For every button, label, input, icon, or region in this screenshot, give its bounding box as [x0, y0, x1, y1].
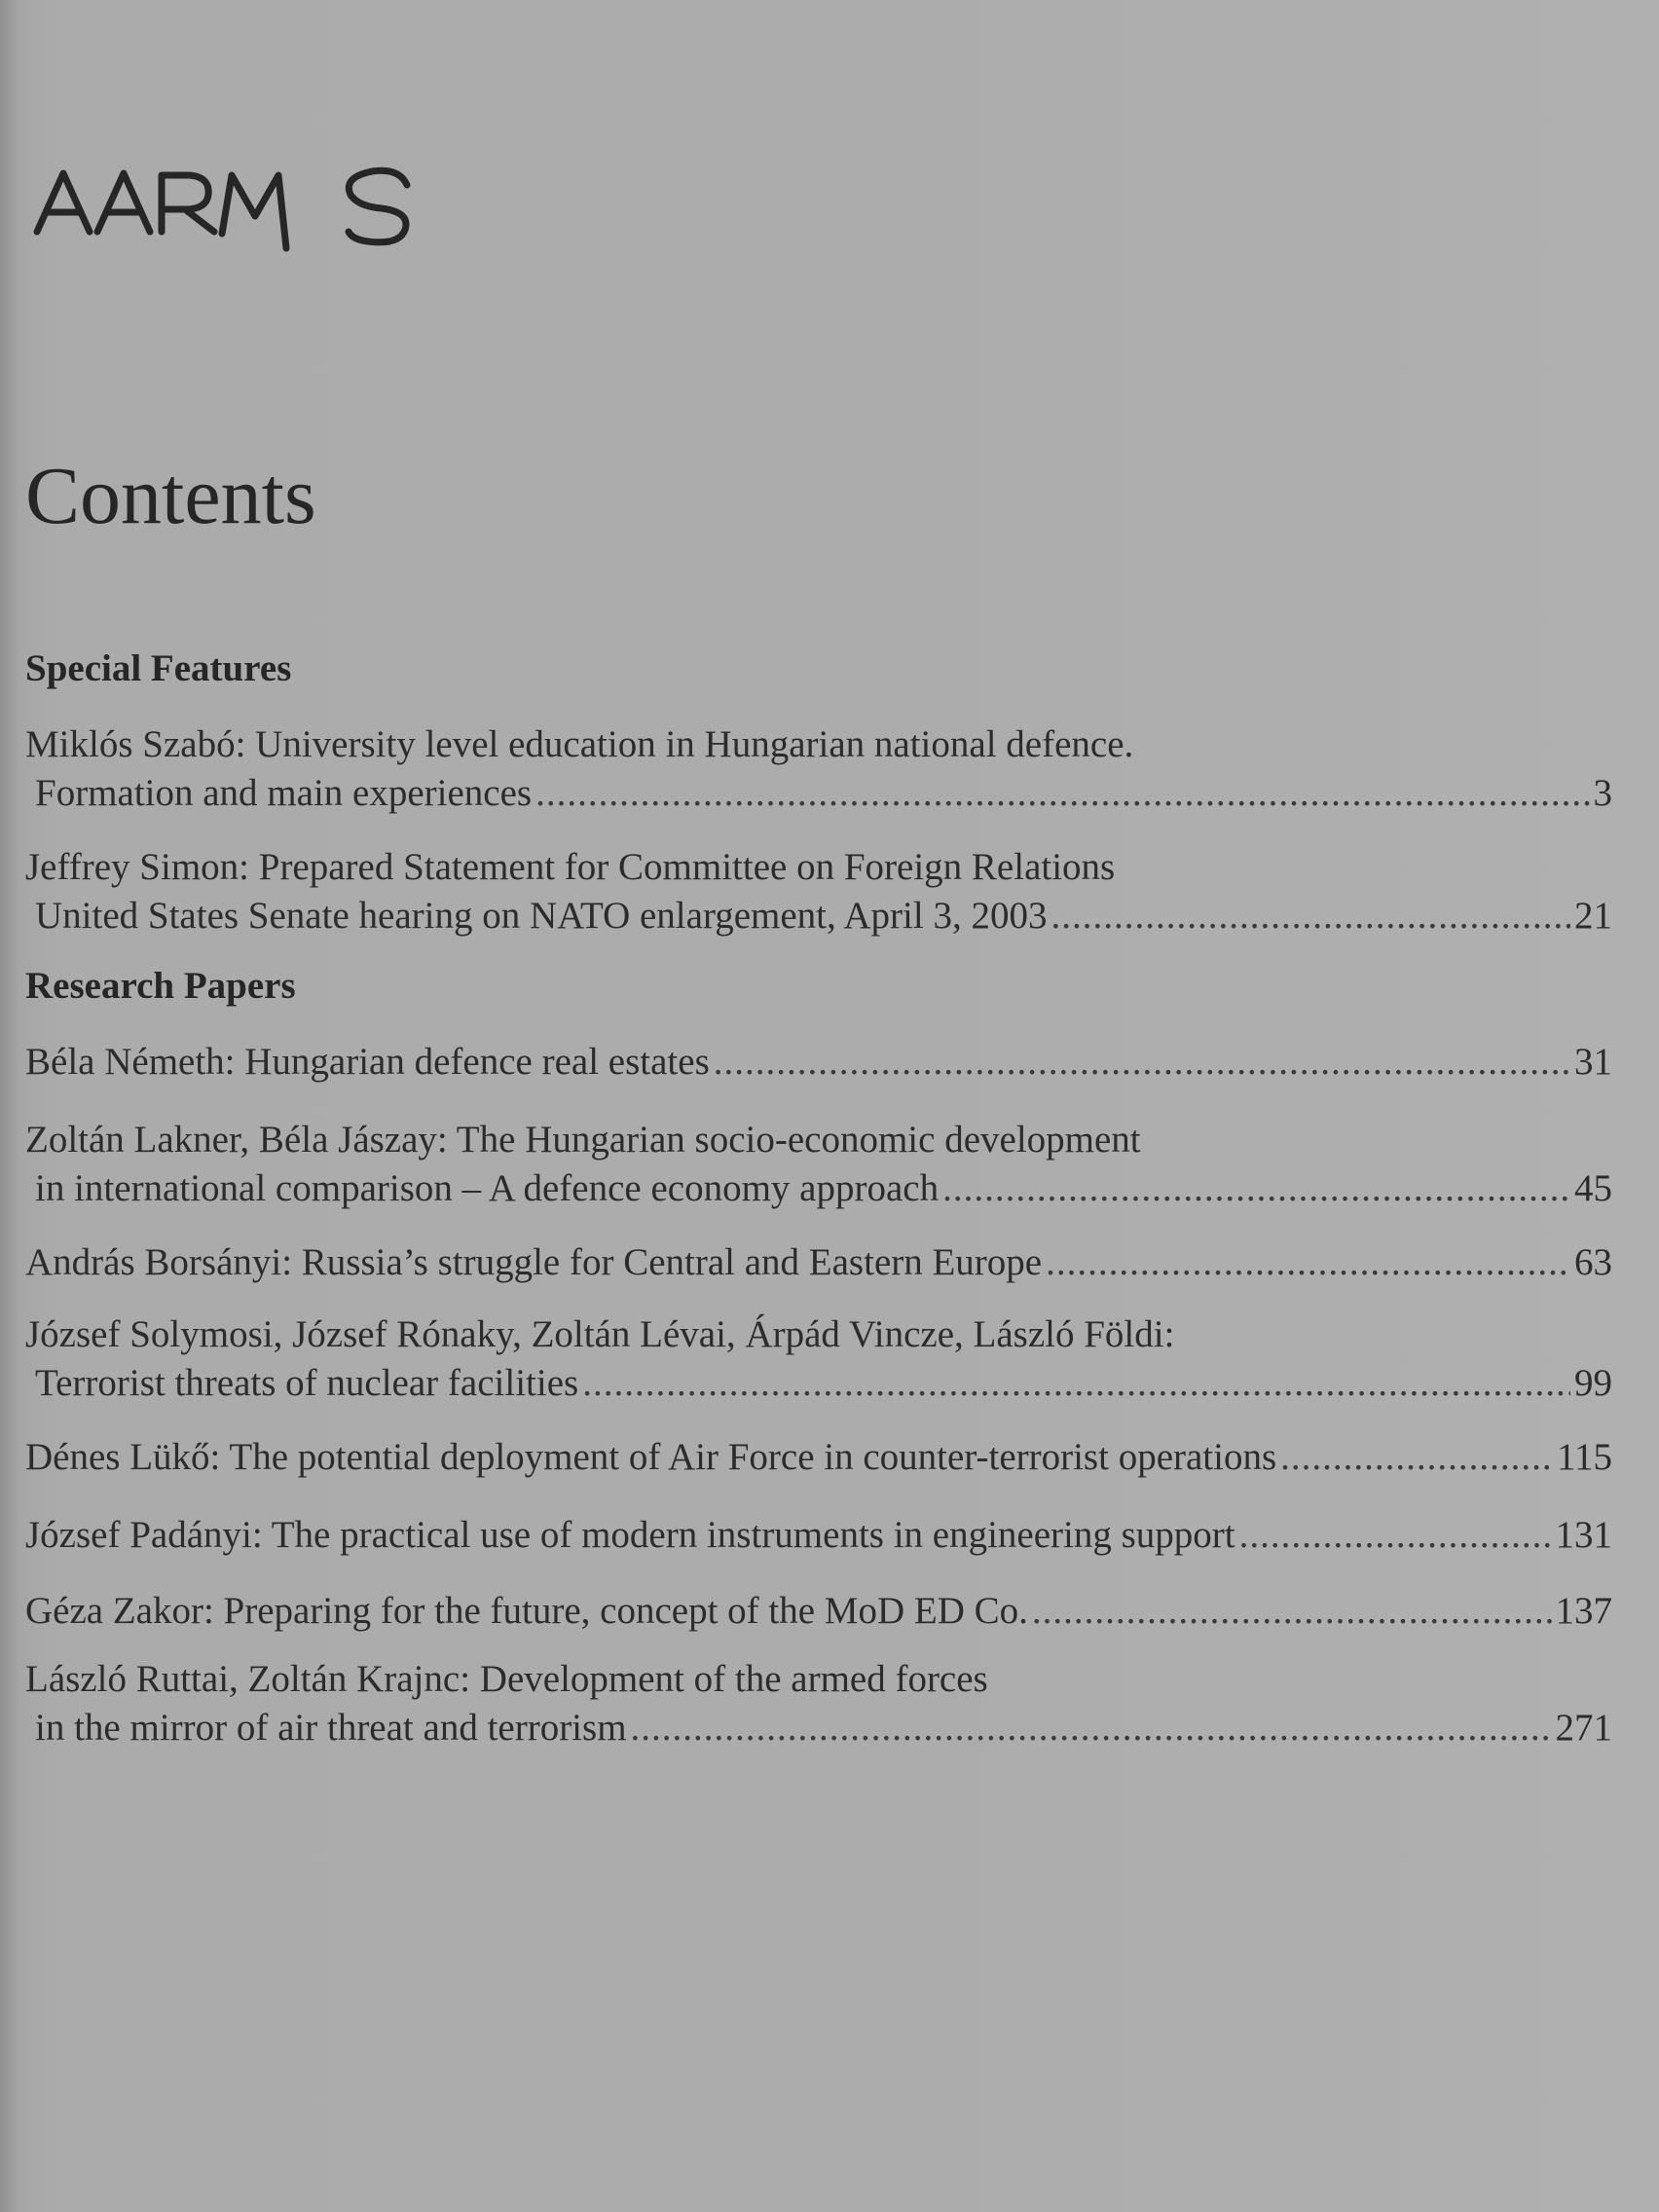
page-number: 271 [1555, 1707, 1612, 1749]
toc-entry-title-line1: László Ruttai, Zoltán Krajnc: Development of the armed forces [25, 1658, 988, 1700]
dot-leader [582, 1359, 1570, 1408]
dot-leader [1051, 892, 1570, 940]
page-number: 3 [1593, 772, 1612, 814]
page-number: 115 [1556, 1436, 1612, 1478]
toc-entry-title-line [25, 1587, 1612, 1636]
page-title: Contents [25, 451, 316, 541]
toc-entry-title-line2 [25, 1164, 1612, 1213]
toc-entry-title-line2 [25, 769, 1612, 818]
toc-entry-title: Dénes Lükő: The potential deployment of Air Force in counter-terrorist operations [25, 1436, 1277, 1478]
page-number: 131 [1555, 1514, 1612, 1556]
toc-entry-title-line2 [25, 892, 1612, 940]
toc-entry-title: in the mirror of air threat and terrorism [35, 1707, 627, 1749]
toc-entry-title: in international comparison – A defence economy approach [35, 1167, 940, 1209]
toc-entry-title: Terrorist threats of nuclear facilities [35, 1362, 579, 1404]
dot-leader [1239, 1511, 1552, 1560]
toc-entry[interactable] [25, 1238, 1612, 1287]
page-number: 21 [1574, 895, 1612, 937]
dot-leader [1046, 1238, 1570, 1287]
dot-leader [535, 769, 1589, 818]
aarms-logo [29, 156, 419, 273]
toc-entry-title: András Borsányi: Russia’s struggle for Central and Eastern Europe [25, 1241, 1043, 1283]
dot-leader [1280, 1433, 1553, 1482]
toc-entry-title-line1: Jeffrey Simon: Prepared Statement for Committee on Foreign Relations [25, 846, 1116, 888]
toc-entry-title: Géza Zakor: Preparing for the future, concept of the MoD ED Co. [25, 1590, 1028, 1632]
toc-entry-title: Béla Németh: Hungarian defence real estates [25, 1041, 710, 1083]
toc-entry-title: József Padányi: The practical use of modern instruments in engineering support [25, 1514, 1235, 1556]
page-number: 99 [1574, 1362, 1612, 1404]
page-number: 63 [1574, 1241, 1612, 1283]
dot-leader [714, 1038, 1570, 1087]
toc-entry-title-line [25, 1511, 1612, 1560]
toc-entry-title-line [25, 1238, 1612, 1287]
toc-entry-title: Formation and main experiences [35, 772, 533, 814]
toc-entry[interactable] [25, 720, 1612, 818]
toc-entry[interactable] [25, 1655, 1612, 1752]
page-number: 31 [1574, 1041, 1612, 1083]
toc-entry[interactable] [25, 1433, 1612, 1482]
section-heading-special-features: Special Features [25, 647, 292, 689]
toc-entry-title-line2 [25, 1359, 1612, 1408]
toc-entry-title-line [25, 1038, 1612, 1087]
toc-entry[interactable] [25, 1310, 1612, 1408]
toc-entry-title-line1: Miklós Szabó: University level education in Hungarian national defence. [25, 723, 1134, 765]
page-number: 45 [1574, 1167, 1612, 1209]
toc-entry-title-line1: József Solymosi, József Rónaky, Zoltán Lévai, Árpád Vincze, László Földi: [25, 1313, 1175, 1355]
dot-leader [942, 1164, 1570, 1213]
toc-entry[interactable] [25, 1116, 1612, 1213]
toc-entry-title: United States Senate hearing on NATO enlargement, April 3, 2003 [35, 895, 1048, 937]
toc-entry[interactable] [25, 1038, 1612, 1087]
dot-leader [1032, 1587, 1552, 1636]
toc-entry-title-line [25, 1433, 1612, 1482]
section-heading-research-papers: Research Papers [25, 965, 296, 1007]
toc-entry[interactable] [25, 1587, 1612, 1636]
toc-entry[interactable] [25, 1511, 1612, 1560]
toc-entry[interactable] [25, 843, 1612, 940]
page-number: 137 [1555, 1590, 1612, 1632]
toc-entry-title-line2 [25, 1704, 1612, 1752]
toc-entry-title-line1: Zoltán Lakner, Béla Jászay: The Hungarian socio-economic development [25, 1119, 1141, 1161]
dot-leader [631, 1704, 1552, 1752]
